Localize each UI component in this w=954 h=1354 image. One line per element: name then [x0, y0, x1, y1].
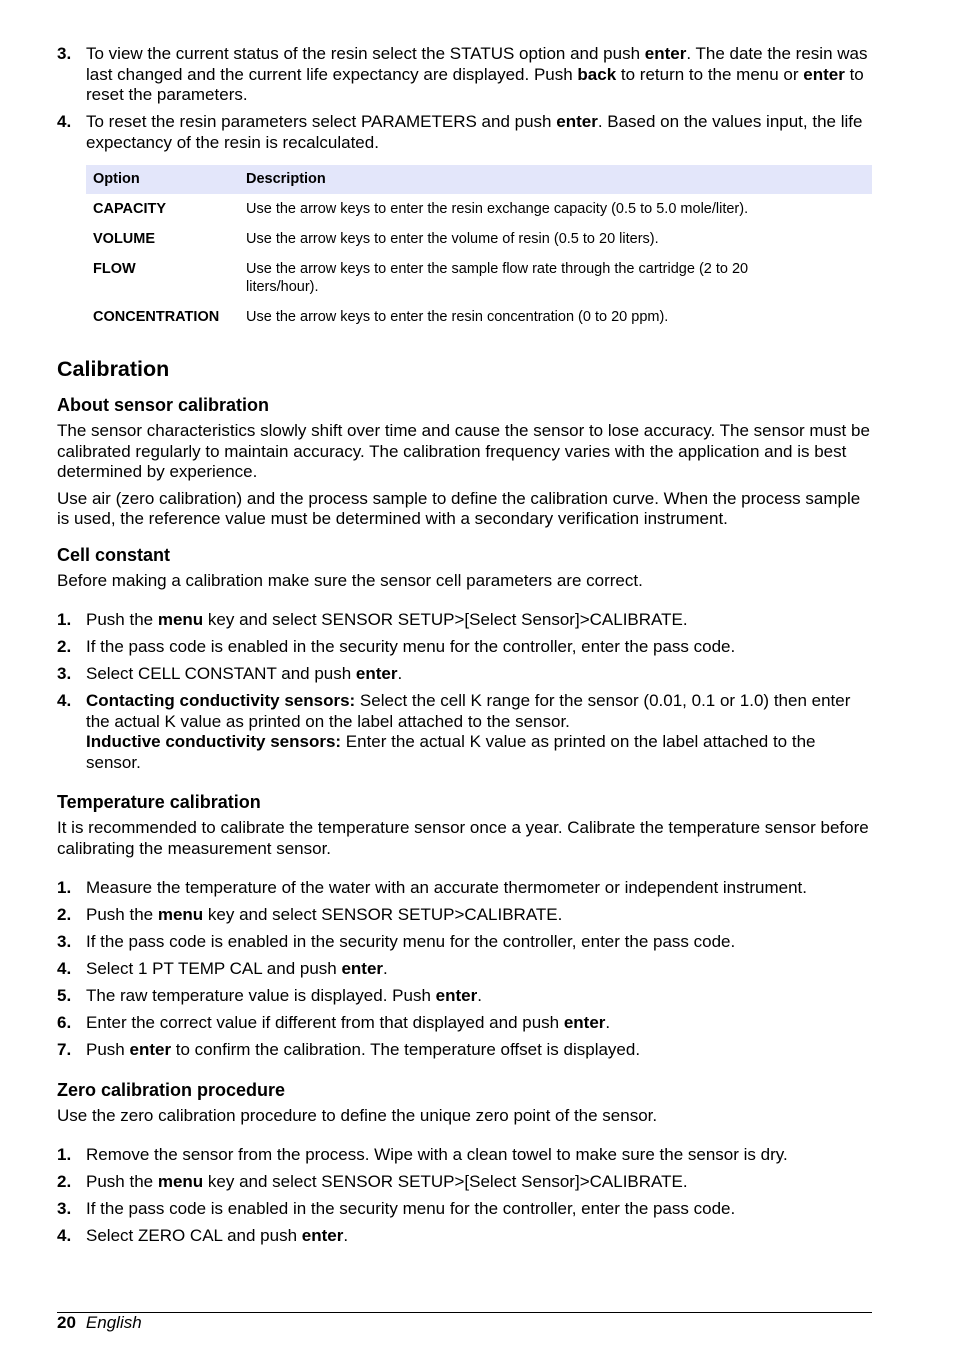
bold-term: enter [129, 1040, 172, 1059]
step-number: 7. [57, 1040, 72, 1059]
step-text-fragment: Enter the correct value if different from that displayed and push [86, 1013, 564, 1032]
step-text-fragment: If the pass code is enabled in the security menu for the controller, enter the pass code. [86, 932, 736, 951]
step-text-fragment: Select ZERO CAL and push [86, 1226, 302, 1245]
list-item [57, 1013, 872, 1034]
step-text-fragment: The raw temperature value is displayed. Push [86, 986, 436, 1005]
about-paragraph-2: Use air (zero calibration) and the process sample to define the calibration curve. When the process sample is used, the reference value must be determined with a secondary verification instrument. [57, 488, 861, 528]
step-text-fragment: to confirm the calibration. The temperature offset is displayed. [171, 1040, 641, 1059]
option-column-header: Option [86, 165, 239, 194]
step-number: 3. [57, 44, 72, 63]
step-number: 2. [57, 1172, 72, 1191]
option-cell: FLOW [93, 261, 136, 277]
list-item [57, 959, 872, 980]
step-text-fragment: Select 1 PT TEMP CAL and push [86, 959, 342, 978]
step-number: 3. [57, 932, 72, 951]
table-row [86, 194, 872, 224]
step-number: 2. [57, 637, 72, 656]
footer-language: English [85, 1313, 142, 1332]
step-number: 5. [57, 986, 72, 1005]
step-text-fragment: key and select SENSOR SETUP>[Select Sensor]>CALIBRATE. [203, 1172, 688, 1191]
list-item [57, 986, 872, 1007]
option-cell: CONCENTRATION [93, 309, 220, 325]
step-text [86, 959, 872, 980]
step-number: 1. [57, 610, 72, 629]
list-item [57, 637, 872, 658]
step-text [86, 1040, 872, 1061]
step-text [86, 932, 872, 953]
bold-term: enter [355, 664, 398, 683]
step-number: 3. [57, 1199, 72, 1218]
step-number: 1. [57, 1145, 72, 1164]
step-text [86, 44, 872, 106]
list-item [57, 1172, 872, 1193]
resin-options-table [86, 165, 872, 332]
step-text-fragment: . [397, 664, 403, 683]
bold-term: menu [157, 610, 204, 629]
table-row [86, 302, 872, 332]
step-number: 4. [57, 1226, 72, 1245]
step-text [86, 1145, 872, 1166]
step-text-fragment: Push [86, 1040, 130, 1059]
option-cell: VOLUME [93, 231, 156, 247]
step-text [86, 905, 872, 926]
step-text-fragment: Remove the sensor from the process. Wipe with a clean towel to make sure the sensor is dry. [86, 1145, 788, 1164]
step-text-fragment: Push the [86, 905, 158, 924]
page-footer [57, 1312, 872, 1333]
bold-term: enter [556, 112, 598, 131]
step-text-fragment: . [343, 1226, 349, 1245]
temperature-calibration-steps-list [57, 878, 872, 1061]
page-number: 20 [57, 1313, 76, 1332]
step-text-fragment: key and select SENSOR SETUP>CALIBRATE. [203, 905, 563, 924]
step-text-fragment: If the pass code is enabled in the security menu for the controller, enter the pass code. [86, 1199, 736, 1218]
step-text-fragment: To view the current status of the resin select the STATUS option and push [86, 44, 645, 63]
about-paragraph-1: The sensor characteristics slowly shift over time and cause the sensor to lose accuracy. The sensor must be calibrated regularly to maintain accuracy. The calibration frequency varies with the application and is best determined by experience. [57, 421, 870, 481]
step-text-fragment: Enter the actual K value as printed on the label attached to the sensor. [86, 732, 816, 772]
list-item [57, 664, 872, 685]
cell-constant-steps-list [57, 610, 872, 773]
list-item [57, 1040, 872, 1061]
cell-constant-heading: Cell constant [57, 544, 171, 565]
cell-constant-intro: Before making a calibration make sure the sensor cell parameters are correct. [57, 570, 643, 590]
bold-term: menu [157, 1172, 204, 1191]
step-number: 1. [57, 878, 72, 897]
bold-term: menu [157, 905, 204, 924]
step-text-fragment: Select CELL CONSTANT and push [86, 664, 356, 683]
list-item [57, 932, 872, 953]
zero-calibration-steps-list [57, 1145, 872, 1247]
about-sensor-calibration-heading: About sensor calibration [57, 395, 270, 415]
list-item [57, 1199, 872, 1220]
description-column-header: Description [239, 165, 872, 194]
table-header-row [86, 165, 872, 194]
zero-calibration-heading: Zero calibration procedure [57, 1079, 286, 1100]
list-item [57, 878, 872, 899]
temperature-calibration-intro: It is recommended to calibrate the temperature sensor once a year. Calibrate the temperature sensor before calibrating the measurement sensor. [57, 818, 869, 858]
step-text-fragment: to return to the menu or [616, 64, 804, 84]
step-number: 4. [57, 112, 72, 131]
step-text-fragment: . Based on the values input, the life expectancy of the resin is recalculated. [86, 112, 863, 152]
bold-term: enter [341, 959, 384, 978]
step-number: 3. [57, 664, 72, 683]
step-number: 4. [57, 959, 72, 978]
step-number: 6. [57, 1013, 72, 1032]
zero-calibration-intro: Use the zero calibration procedure to define the unique zero point of the sensor. [57, 1105, 658, 1125]
list-item [57, 610, 872, 631]
description-cell: Use the arrow keys to enter the resin concentration (0 to 20 ppm). [246, 309, 669, 325]
list-item [57, 1226, 872, 1247]
bold-term: enter [803, 64, 845, 84]
table-row [86, 254, 872, 302]
step-text-fragment: Select the cell K range for the sensor (0.01, 0.1 or 1.0) then enter the actual K value as printed on the label attached to the sensor. [86, 691, 851, 731]
step-text [86, 691, 872, 773]
list-item [57, 1145, 872, 1166]
description-cell: Use the arrow keys to enter the volume of resin (0.5 to 20 liters). [246, 231, 659, 247]
list-item [57, 691, 872, 773]
bold-term: enter [301, 1226, 344, 1245]
step-text [86, 664, 872, 685]
bold-term: enter [563, 1013, 606, 1032]
step-text [86, 112, 872, 153]
resin-steps-list [57, 44, 872, 153]
step-number: 2. [57, 905, 72, 924]
step-text-fragment: key and select SENSOR SETUP>[Select Sensor]>CALIBRATE. [203, 610, 688, 629]
description-cell: Use the arrow keys to enter the resin exchange capacity (0.5 to 5.0 mole/liter). [246, 201, 749, 217]
step-text-fragment: . [383, 959, 388, 978]
step-text-fragment: . [477, 986, 482, 1005]
step-text [86, 610, 872, 631]
step-text [86, 1226, 872, 1247]
step-text-fragment: Measure the temperature of the water with an accurate thermometer or independent instrument. [86, 878, 807, 897]
step-text [86, 986, 872, 1007]
bold-term: Contacting conductivity sensors: [86, 691, 356, 710]
step-text-fragment: If the pass code is enabled in the security menu for the controller, enter the pass code. [86, 637, 736, 656]
bold-term: back [577, 64, 617, 84]
calibration-heading: Calibration [57, 357, 170, 381]
step-number: 4. [57, 691, 72, 710]
step-text-fragment: Push the [86, 610, 158, 629]
step-text-fragment: . [605, 1013, 611, 1032]
step-text-fragment: Push the [86, 1172, 158, 1191]
bold-term: enter [644, 44, 687, 63]
step-text-fragment: . The date the resin was last changed and the current life expectancy are displayed. Push [86, 44, 868, 84]
list-item [57, 905, 872, 926]
step-text [86, 637, 872, 658]
step-text [86, 878, 872, 899]
temperature-calibration-heading: Temperature calibration [57, 792, 261, 812]
page-content [57, 44, 872, 1253]
list-item [57, 44, 872, 106]
description-cell: Use the arrow keys to enter the sample flow rate through the cartridge (2 to 20 liters/hour). [246, 261, 749, 295]
bold-term: Inductive conductivity sensors: [86, 732, 342, 751]
step-text [86, 1013, 872, 1034]
step-text-fragment: to reset the parameters. [86, 64, 864, 104]
step-text [86, 1199, 872, 1220]
bold-term: enter [435, 986, 478, 1005]
list-item [57, 112, 872, 153]
table-row [86, 224, 872, 254]
step-text [86, 1172, 872, 1193]
option-cell: CAPACITY [93, 201, 167, 217]
step-text-fragment: To reset the resin parameters select PARAMETERS and push [86, 112, 557, 131]
